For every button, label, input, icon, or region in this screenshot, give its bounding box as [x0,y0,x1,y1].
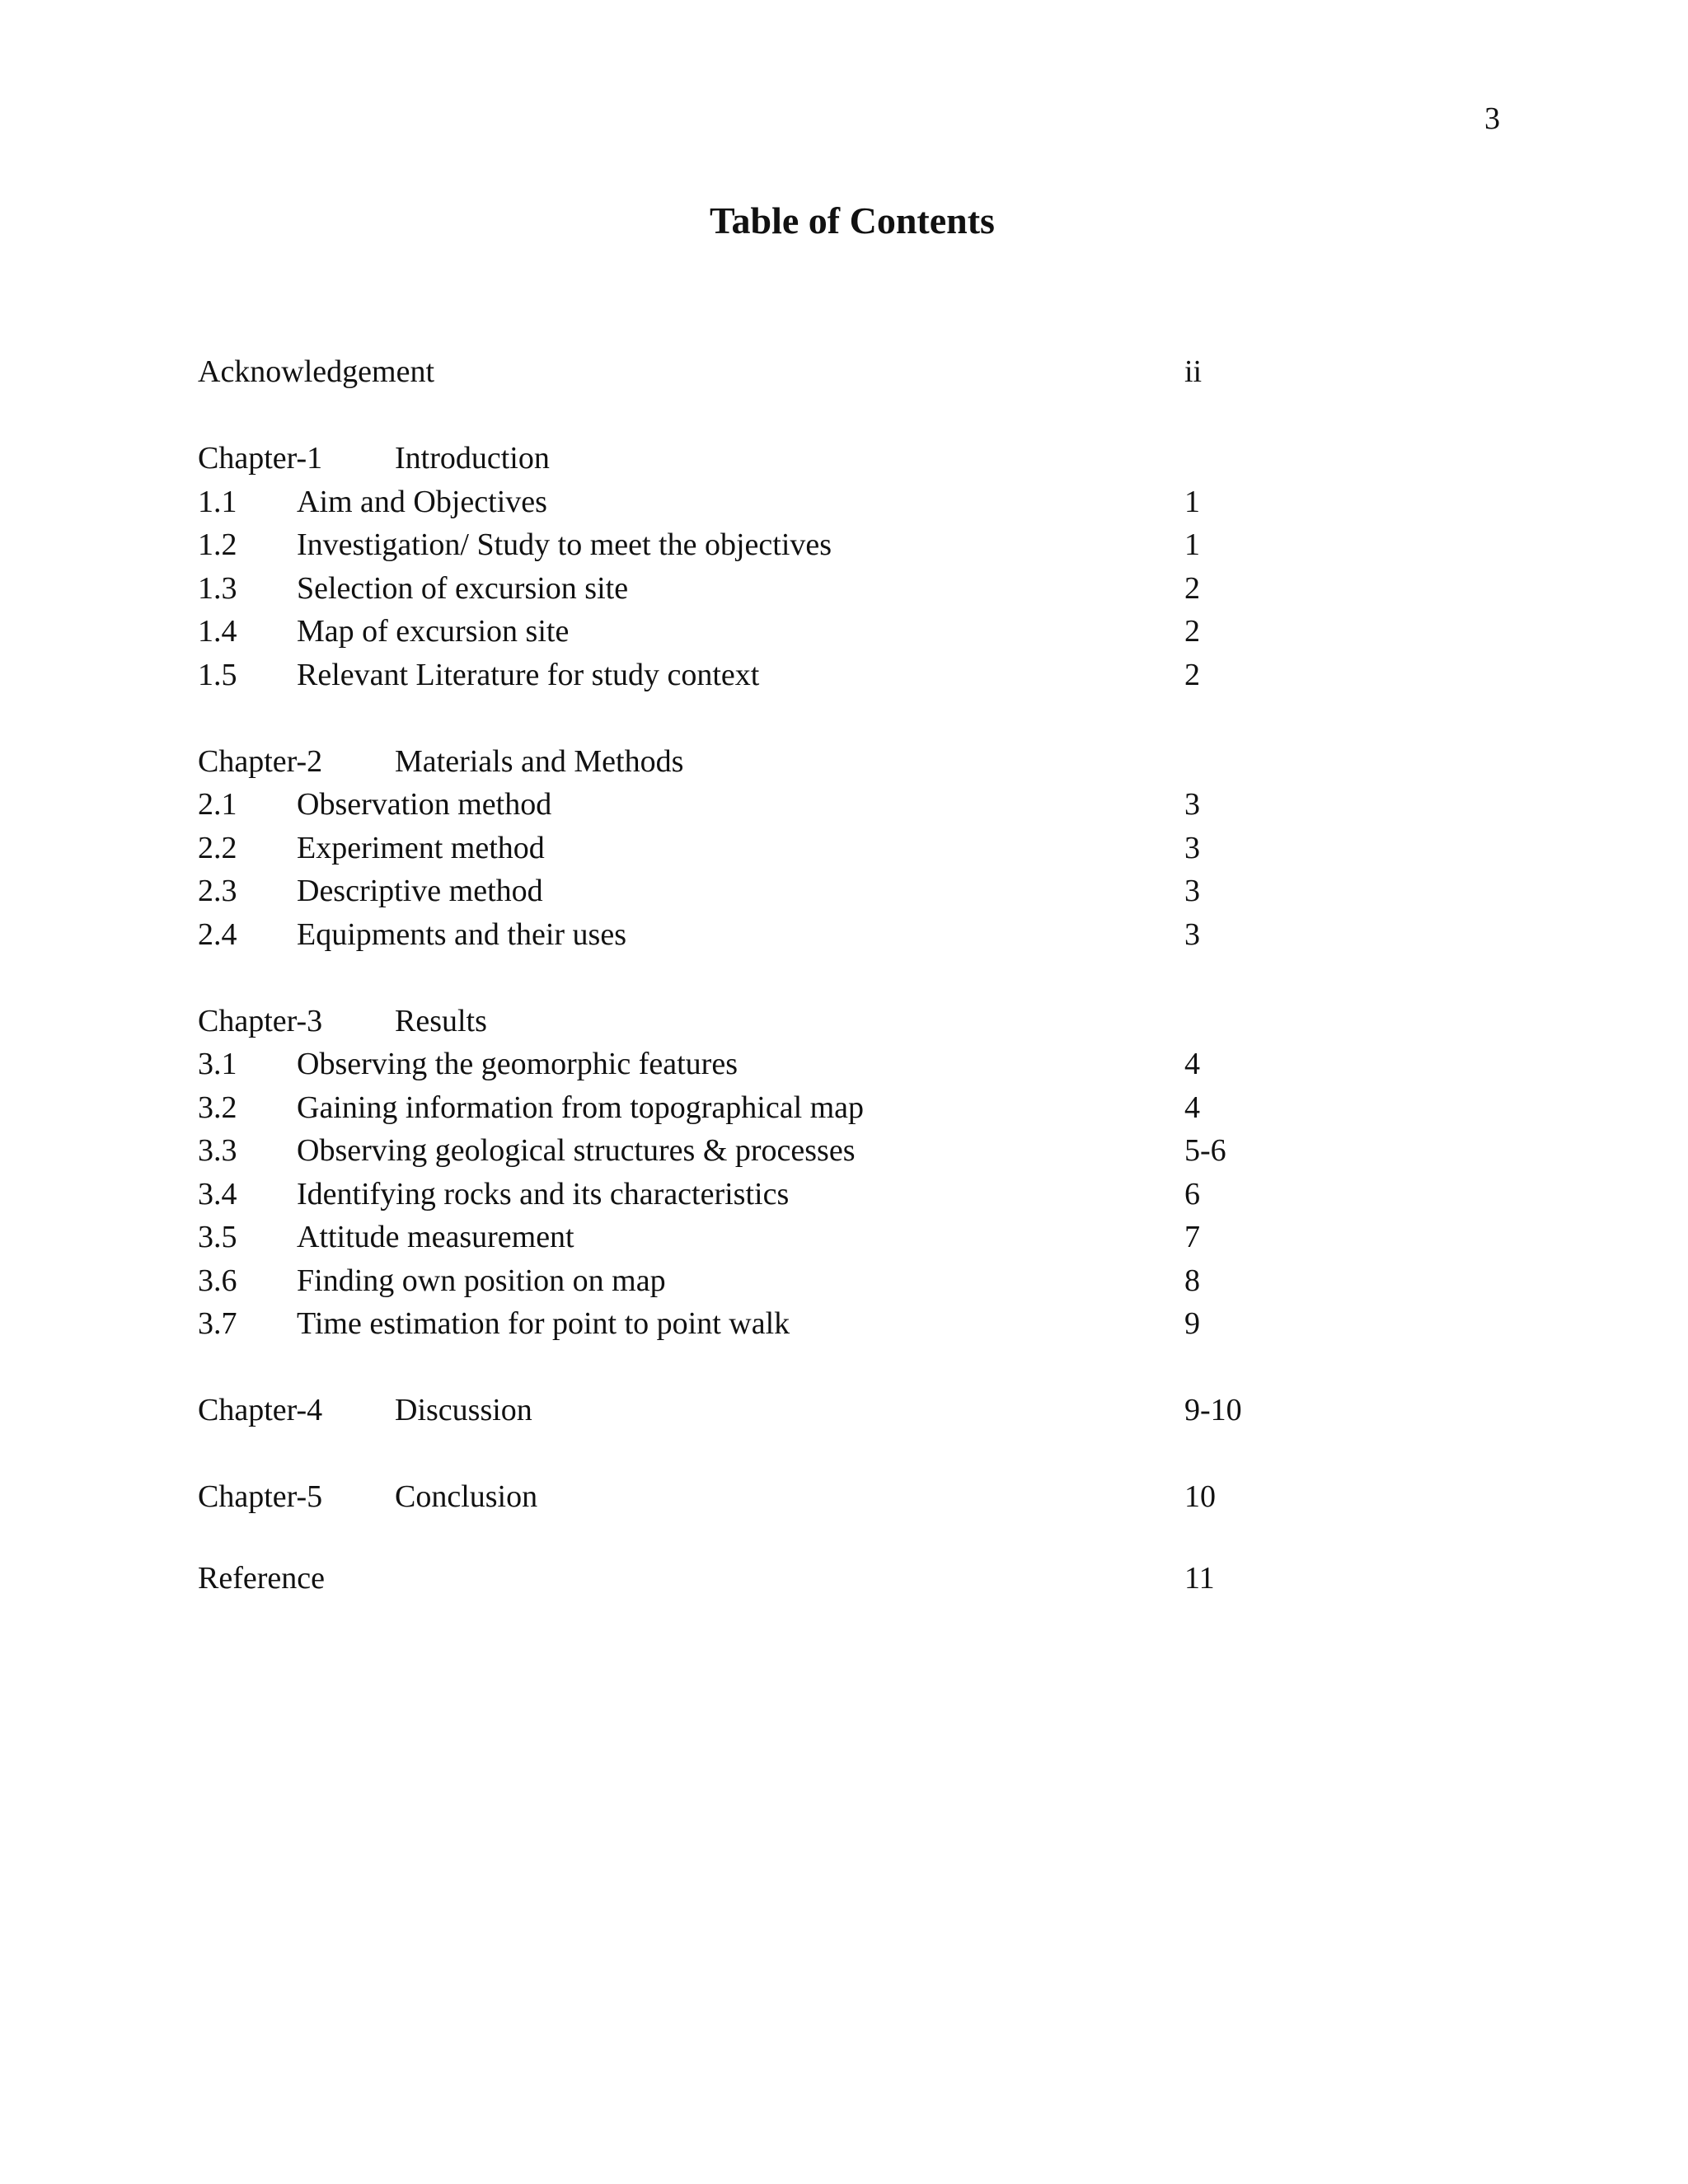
section-number: 2.2 [198,830,237,865]
chapter-label: Chapter-5 [198,1479,323,1514]
entry-page: 11 [1184,1561,1215,1596]
toc-section-entry [0,1173,1688,1216]
section-number: 2.3 [198,874,237,908]
toc-chapter-heading [0,437,1688,480]
toc-section-entry [0,1302,1688,1346]
section-page: 6 [1184,1176,1200,1212]
section-page: 5-6 [1184,1133,1226,1168]
section-number: 1.5 [198,657,237,692]
toc-section-entry [0,869,1688,913]
toc-section-entry [0,1129,1688,1173]
toc-section-entry [0,783,1688,827]
section-title: Observing the geomorphic features [297,1047,738,1081]
section-page: 1 [1184,527,1200,562]
toc-section-entry [0,523,1688,567]
section-title: Selection of excursion site [297,570,629,606]
page-title: Table of Contents [710,199,995,241]
section-title: Experiment method [297,830,545,865]
toc-entry-reference [0,1557,1688,1601]
section-page: 3 [1184,916,1200,952]
toc-chapter-heading [0,1475,1688,1519]
section-number: 3.2 [198,1090,237,1125]
section-title: Map of excursion site [297,614,570,649]
section-title: Gaining information from topographical map [297,1090,865,1125]
chapter-page: 9-10 [1184,1393,1242,1427]
entry-label: Acknowledgement [198,354,435,389]
section-title: Observing geological structures & processes [297,1133,856,1168]
section-number: 1.3 [198,570,237,606]
section-number: 3.3 [198,1133,237,1168]
section-number: 3.4 [198,1176,237,1212]
page-number: 3 [1484,101,1500,136]
section-number: 1.4 [198,614,237,649]
section-page: 9 [1184,1306,1200,1341]
section-title: Relevant Literature for study context [297,657,760,692]
chapter-label: Chapter-2 [198,743,323,779]
toc-section-entry [0,1216,1688,1259]
section-title: Attitude measurement [297,1220,574,1254]
chapter-title: Conclusion [395,1479,538,1514]
section-page: 7 [1184,1220,1200,1254]
section-page: 8 [1184,1263,1200,1298]
toc-chapter-heading [0,1389,1688,1432]
section-title: Finding own position on map [297,1263,666,1298]
section-number: 2.1 [198,787,237,822]
toc-entry-acknowledgement [0,350,1688,394]
toc-chapter-heading [0,1000,1688,1043]
toc-section-entry [0,654,1688,697]
section-page: 3 [1184,830,1200,865]
section-page: 1 [1184,484,1200,519]
toc-section-entry [0,567,1688,611]
chapter-label: Chapter-4 [198,1393,323,1427]
toc-section-entry [0,1086,1688,1130]
entry-page: ii [1184,354,1203,389]
section-number: 3.6 [198,1263,237,1298]
section-number: 3.1 [198,1047,237,1081]
toc-section-entry [0,1259,1688,1303]
section-page: 2 [1184,657,1200,692]
toc-section-entry [0,827,1688,870]
section-page: 3 [1184,874,1200,908]
chapter-label: Chapter-1 [198,441,323,476]
toc-section-entry [0,1043,1688,1086]
section-page: 4 [1184,1047,1200,1081]
toc-chapter-heading [0,740,1688,784]
section-page: 4 [1184,1090,1200,1125]
toc-section-entry [0,913,1688,957]
chapter-title: Results [395,1003,487,1038]
section-title: Time estimation for point to point walk [297,1306,790,1341]
section-number: 3.7 [198,1306,237,1341]
section-number: 3.5 [198,1220,237,1254]
section-number: 1.1 [198,484,237,519]
section-title: Aim and Objectives [297,484,547,519]
section-title: Observation method [297,787,552,822]
chapter-title: Discussion [395,1393,532,1427]
section-title: Descriptive method [297,874,543,908]
toc-section-entry [0,610,1688,654]
toc-section-entry [0,480,1688,524]
section-page: 2 [1184,570,1200,606]
chapter-title: Materials and Methods [395,743,684,779]
chapter-label: Chapter-3 [198,1003,323,1038]
section-page: 2 [1184,614,1200,649]
entry-label: Reference [198,1561,325,1596]
section-number: 2.4 [198,916,237,952]
chapter-page: 10 [1184,1479,1216,1514]
section-title: Equipments and their uses [297,916,626,952]
section-number: 1.2 [198,527,237,562]
section-title: Investigation/ Study to meet the objectives [297,527,832,562]
section-title: Identifying rocks and its characteristics [297,1176,790,1212]
section-page: 3 [1184,787,1200,822]
chapter-title: Introduction [395,441,550,476]
